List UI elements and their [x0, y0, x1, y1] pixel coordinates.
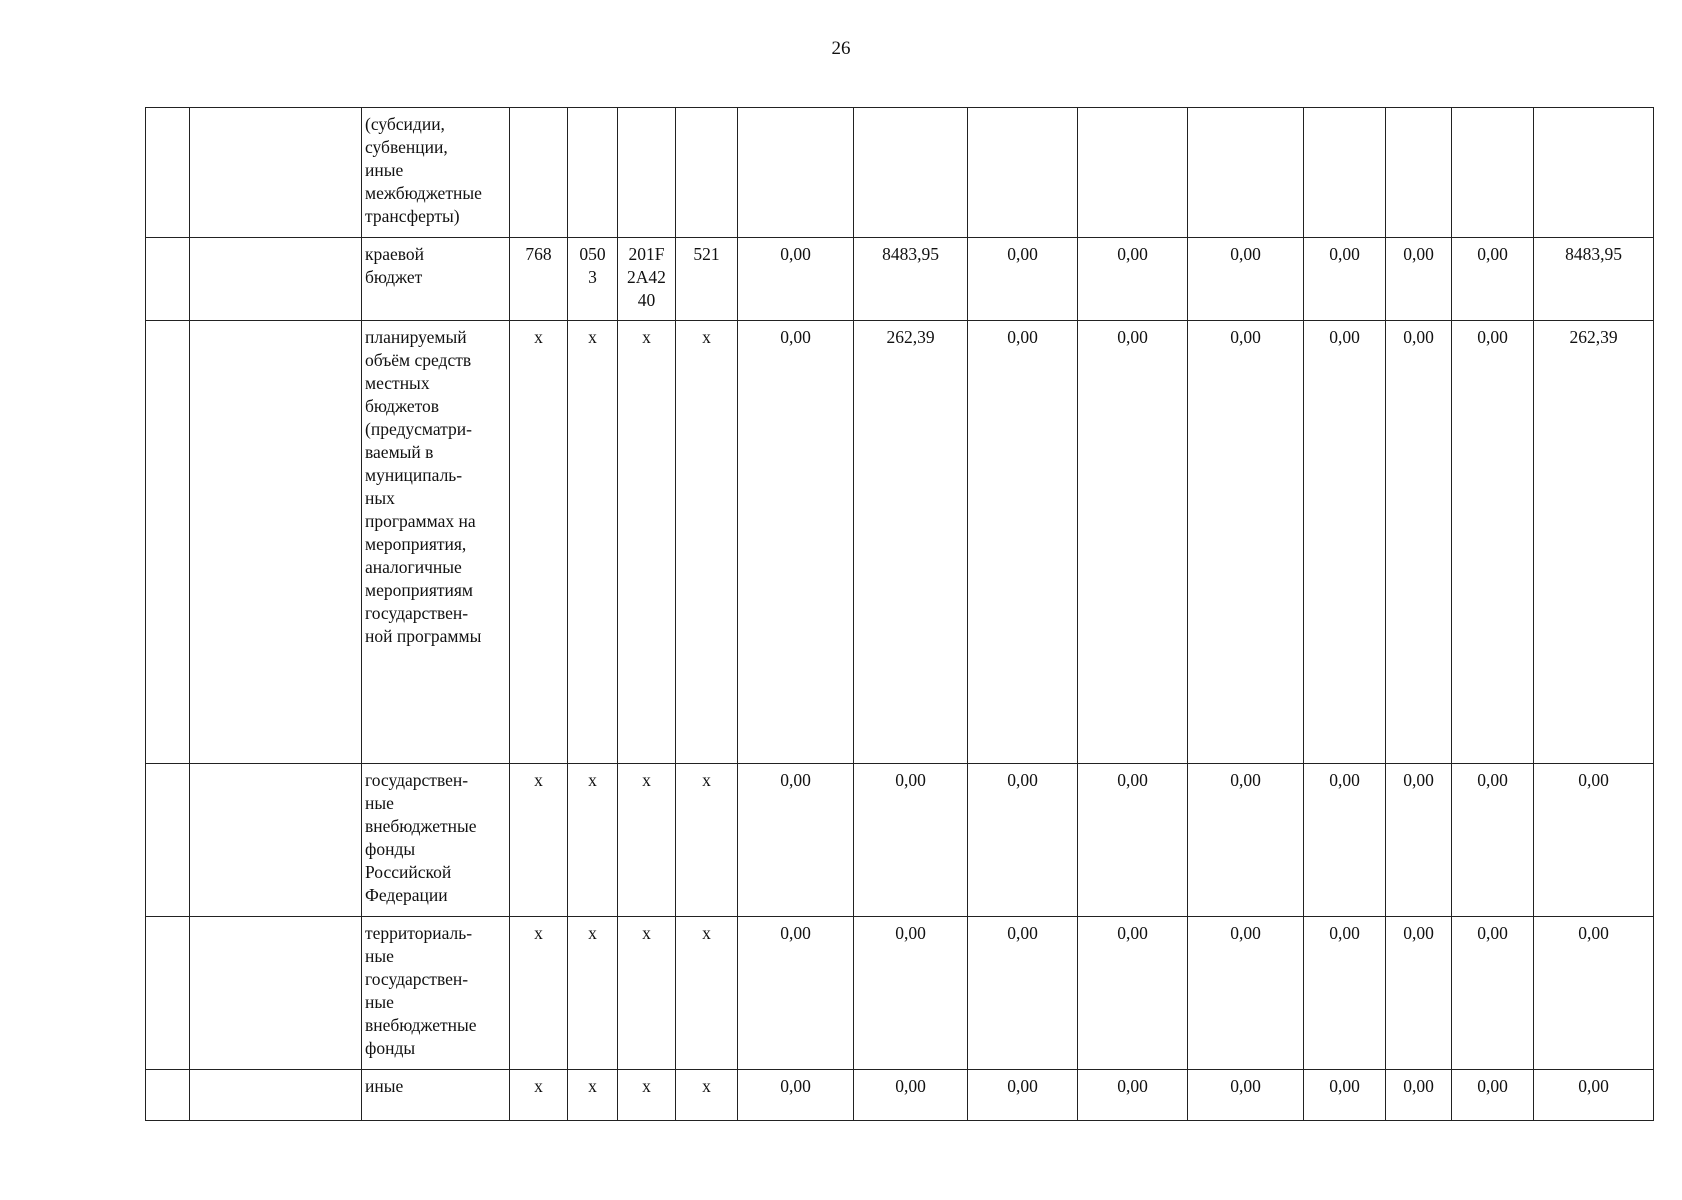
value-cell: 0,00: [968, 1070, 1078, 1121]
value-cell: 0,00: [854, 917, 968, 1070]
row-number-cell: [146, 238, 190, 321]
table-row: [146, 917, 1654, 1070]
csr-cell: 201F 2А42 40: [618, 238, 676, 321]
value-cell: 0,00: [738, 321, 854, 764]
grbs-cell: х: [510, 917, 568, 1070]
rzpr-cell: х: [568, 321, 618, 764]
value-cell: 0,00: [968, 321, 1078, 764]
value-cell: 0,00: [1078, 321, 1188, 764]
value-cell: 0,00: [1304, 1070, 1386, 1121]
value-cell: 262,39: [1534, 321, 1654, 764]
row-number-cell: [146, 1070, 190, 1121]
value-cell: 0,00: [1452, 764, 1534, 917]
vr-cell: х: [676, 1070, 738, 1121]
value-cell: 0,00: [1534, 764, 1654, 917]
vr-cell: х: [676, 321, 738, 764]
value-cell: [854, 108, 968, 238]
value-cell: 0,00: [1078, 1070, 1188, 1121]
csr-cell: х: [618, 321, 676, 764]
value-cell: 0,00: [968, 238, 1078, 321]
value-cell: 0,00: [1386, 917, 1452, 1070]
value-cell: 0,00: [738, 238, 854, 321]
budget-table: [145, 107, 1654, 1121]
csr-cell: х: [618, 1070, 676, 1121]
rzpr-cell: х: [568, 1070, 618, 1121]
vr-cell: [676, 108, 738, 238]
row-number-cell: [146, 321, 190, 764]
vr-cell: 521: [676, 238, 738, 321]
value-cell: 0,00: [1078, 238, 1188, 321]
vr-cell: х: [676, 917, 738, 1070]
grbs-cell: х: [510, 321, 568, 764]
measure-name-cell: [190, 108, 362, 238]
source-name-cell: территориаль- ные государствен- ные внебюджетные фонды: [362, 917, 510, 1070]
source-name-cell: иные: [362, 1070, 510, 1121]
table-row: [146, 1070, 1654, 1121]
value-cell: 0,00: [1304, 238, 1386, 321]
rzpr-cell: 050 3: [568, 238, 618, 321]
value-cell: [1078, 108, 1188, 238]
value-cell: 0,00: [1386, 764, 1452, 917]
value-cell: 0,00: [1304, 764, 1386, 917]
value-cell: 0,00: [854, 764, 968, 917]
value-cell: 0,00: [1386, 238, 1452, 321]
measure-name-cell: [190, 917, 362, 1070]
value-cell: [1304, 108, 1386, 238]
grbs-cell: х: [510, 1070, 568, 1121]
value-cell: 0,00: [1188, 917, 1304, 1070]
value-cell: 0,00: [1188, 238, 1304, 321]
value-cell: 0,00: [968, 917, 1078, 1070]
row-number-cell: [146, 108, 190, 238]
value-cell: 0,00: [1188, 764, 1304, 917]
value-cell: 0,00: [1386, 321, 1452, 764]
measure-name-cell: [190, 1070, 362, 1121]
value-cell: 0,00: [1452, 1070, 1534, 1121]
value-cell: [968, 108, 1078, 238]
value-cell: 0,00: [1452, 321, 1534, 764]
value-cell: 0,00: [738, 764, 854, 917]
value-cell: 0,00: [738, 1070, 854, 1121]
grbs-cell: [510, 108, 568, 238]
value-cell: [1386, 108, 1452, 238]
measure-name-cell: [190, 764, 362, 917]
value-cell: [1188, 108, 1304, 238]
value-cell: [1534, 108, 1654, 238]
value-cell: 0,00: [1078, 917, 1188, 1070]
source-name-cell: государствен- ные внебюджетные фонды Российской Федерации: [362, 764, 510, 917]
page-number: 26: [831, 38, 851, 59]
value-cell: 0,00: [1452, 238, 1534, 321]
value-cell: 0,00: [854, 1070, 968, 1121]
row-number-cell: [146, 764, 190, 917]
value-cell: 0,00: [1188, 1070, 1304, 1121]
measure-name-cell: [190, 238, 362, 321]
value-cell: 0,00: [1534, 1070, 1654, 1121]
table-row: [146, 764, 1654, 917]
value-cell: 0,00: [968, 764, 1078, 917]
value-cell: 0,00: [738, 917, 854, 1070]
value-cell: 0,00: [1452, 917, 1534, 1070]
value-cell: 0,00: [1304, 917, 1386, 1070]
rzpr-cell: х: [568, 917, 618, 1070]
value-cell: 0,00: [1304, 321, 1386, 764]
vr-cell: х: [676, 764, 738, 917]
value-cell: [1452, 108, 1534, 238]
value-cell: 262,39: [854, 321, 968, 764]
value-cell: 0,00: [1188, 321, 1304, 764]
measure-name-cell: [190, 321, 362, 764]
grbs-cell: 768: [510, 238, 568, 321]
rzpr-cell: [568, 108, 618, 238]
csr-cell: х: [618, 917, 676, 1070]
rzpr-cell: х: [568, 764, 618, 917]
value-cell: 0,00: [1386, 1070, 1452, 1121]
value-cell: 8483,95: [1534, 238, 1654, 321]
table-row: [146, 108, 1654, 238]
value-cell: 0,00: [1078, 764, 1188, 917]
row-number-cell: [146, 917, 190, 1070]
grbs-cell: х: [510, 764, 568, 917]
value-cell: [738, 108, 854, 238]
source-name-cell: краевой бюджет: [362, 238, 510, 321]
source-name-cell: планируемый объём средств местных бюджетов (предусматри- ваемый в муниципаль- ных программах на мероприятия, аналогичные мероприятиям государствен- ной программы: [362, 321, 510, 764]
csr-cell: [618, 108, 676, 238]
table-row: [146, 238, 1654, 321]
table-row: [146, 321, 1654, 764]
csr-cell: х: [618, 764, 676, 917]
source-name-cell: (субсидии, субвенции, иные межбюджетные трансферты): [362, 108, 510, 238]
value-cell: 8483,95: [854, 238, 968, 321]
value-cell: 0,00: [1534, 917, 1654, 1070]
